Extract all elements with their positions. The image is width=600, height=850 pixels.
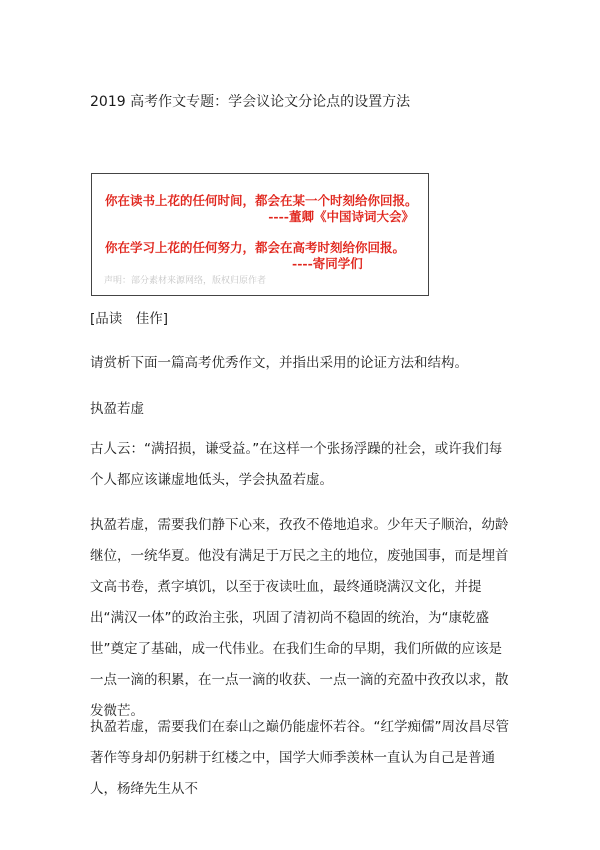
- instruction-text: 请赏析下面一篇高考优秀作文，并指出采用的论证方法和结构。: [90, 355, 468, 371]
- document-title: 2019 高考作文专题：学会议论文分论点的设置方法: [90, 94, 411, 110]
- quote-line-reading: 你在读书上花的任何时间，都会在某一个时刻给你回报。: [105, 193, 418, 208]
- essay-paragraph: 执盈若虚，需要我们在泰山之巅仍能虚怀若谷。“红学痴儒”周汝昌尽管著作等身却仍躬耕于红楼之中，国学大师季羡林一直认为自己是普通人，杨绛先生从不: [90, 719, 509, 797]
- essay-paragraph: 执盈若虚，需要我们静下心来，孜孜不倦地追求。少年天子顺治，幼龄继位，一统华夏。他没有满足于万民之主的地位，废弛国事，而是埋首文高书卷，煮字填饥，以至于夜读吐血，最终通晓满汉文化，并提出“满汉一体”的政治主张，巩固了清初尚不稳固的统治，为“康乾盛世”奠定了基础，成一代伟业。在我们生命的早期，我们所做的应该是一点一滴的积累，在一点一滴的收获、一点一滴的充盈中孜孜以求，散发微芒。: [90, 517, 509, 719]
- copyright-disclaimer: 声明：部分素材来源网络，版权归原作者: [104, 276, 267, 286]
- quote-box: [91, 173, 429, 296]
- essay-paragraph: 古人云：“满招损，谦受益。”在这样一个张扬浮躁的社会，或许我们每个人都应该谦虚地低头，学会执盈若虚。: [90, 441, 503, 488]
- essay-title: 执盈若虚: [90, 401, 144, 417]
- quote-line-study: 你在学习上花的任何努力，都会在高考时刻给你回报。: [105, 240, 406, 255]
- quote-attribution-students: ----寄同学们: [292, 256, 363, 271]
- section-label: [品读 佳作]: [90, 311, 169, 327]
- quote-attribution-dongqing: ----董卿《中国诗词大会》: [268, 209, 414, 224]
